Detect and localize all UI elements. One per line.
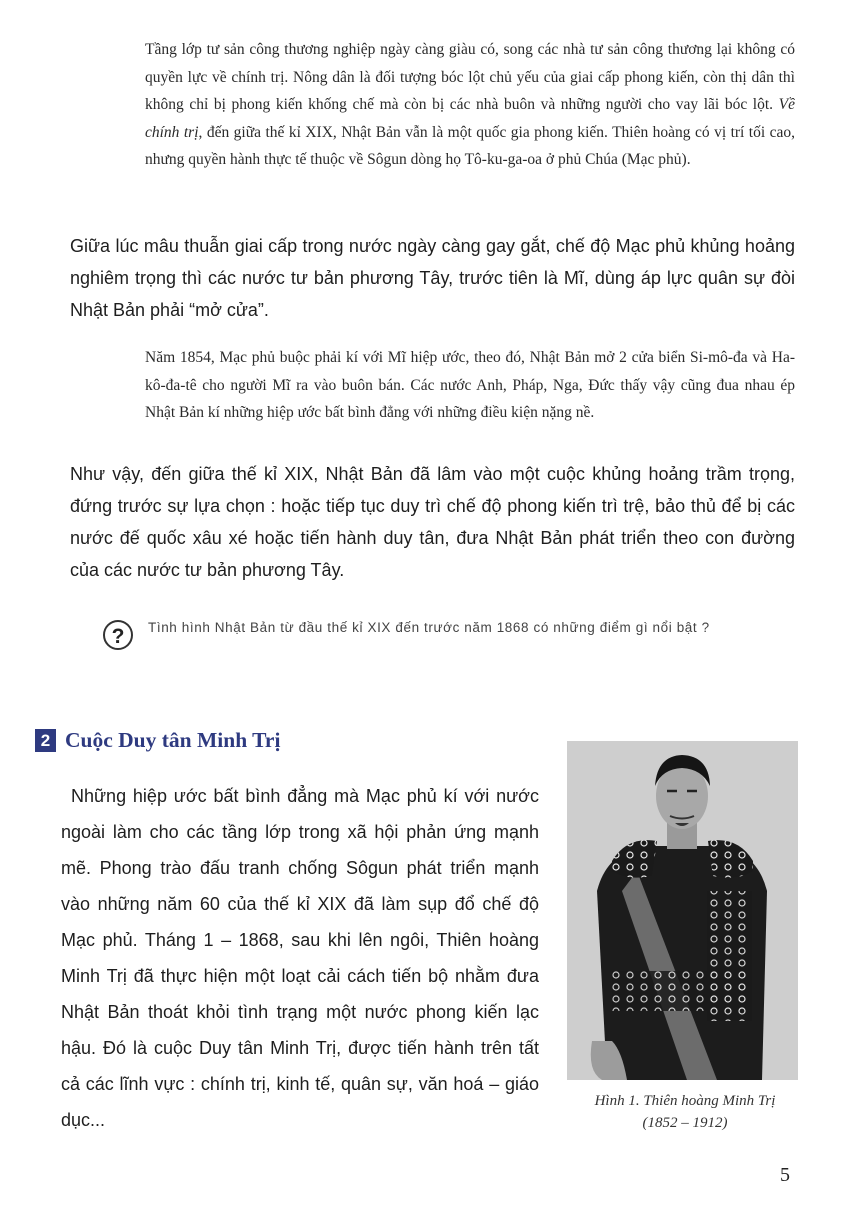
meiji-restoration-paragraph xyxy=(61,778,539,1138)
politics-text: , đến giữa thế kỉ XIX, Nhật Bản vẫn là một quốc gia phong kiến. Thiên hoàng có vị trí tối cao, nhưng quyền hành thực tế thuộc về Sôgun dòng họ Tô-ku-ga-oa ở phủ Chúa (Mạc phủ). xyxy=(145,123,795,168)
portrait-illustration xyxy=(567,741,798,1080)
review-question xyxy=(103,618,783,648)
section-title: Cuộc Duy tân Minh Trị xyxy=(65,728,281,752)
question-text: Tình hình Nhật Bản từ đầu thế kỉ XIX đến trước năm 1868 có những điểm gì nổi bật ? xyxy=(148,620,710,635)
economy-text: Tầng lớp tư sản công thương nghiệp ngày càng giàu có, song các nhà tư sản công thương lại không có quyền lực về chính trị. Nông dân là đối tượng bóc lột chủ yếu của giai cấp phong kiến, còn thị dân thì không chỉ bị phong kiến khống chế mà còn bị các nhà buôn và những người cho vay lãi bóc lột. xyxy=(145,41,795,113)
conclusion-text: Như vậy, đến giữa thế kỉ XIX, Nhật Bản đã lâm vào một cuộc khủng hoảng trầm trọng, đứng trước sự lựa chọn : hoặc tiếp tục duy trì chế độ phong kiến trì trệ, bảo thủ để bị các nước đế quốc xâu xé hoặc tiến hành duy tân, đưa Nhật Bản phát triển theo con đường của các nước tư bản phương Tây. xyxy=(70,464,795,580)
question-mark-icon: ? xyxy=(103,620,133,650)
conclusion-paragraph xyxy=(70,458,795,586)
page-number: 5 xyxy=(780,1164,790,1186)
section-number-badge: 2 xyxy=(35,729,56,752)
caption-years: (1852 – 1912) xyxy=(642,1115,728,1131)
figure-caption xyxy=(560,1090,810,1134)
economy-text-block xyxy=(145,36,795,174)
meiji-text: Những hiệp ước bất bình đẳng mà Mạc phủ kí với nước ngoài làm cho các tầng lớp trong xã hội phản ứng mạnh mẽ. Phong trào đấu tranh chống Sôgun phát triển mạnh vào những năm 60 của thế kỉ XIX đã làm sụp đổ chế độ Mạc phủ. Tháng 1 – 1868, sau khi lên ngôi, Thiên hoàng Minh Trị đã thực hiện một loạt cải cách tiến bộ nhằm đưa Nhật Bản thoát khỏi tình trạng một nước phong kiến lạc hậu. Đó là cuộc Duy tân Minh Trị, được tiến hành trên tất cả các lĩnh vực : chính trị, kinh tế, quân sự, văn hoá – giáo dục... xyxy=(61,786,539,1130)
treaty-text-block xyxy=(145,344,795,427)
crisis-paragraph xyxy=(70,230,795,326)
treaty-text: Năm 1854, Mạc phủ buộc phải kí với Mĩ hiệp ước, theo đó, Nhật Bản mở 2 cửa biển Si-mô-đa và Ha-kô-đa-tê cho người Mĩ ra vào buôn bán. Các nước Anh, Pháp, Nga, Đức thấy vậy cũng đua nhau ép Nhật Bản kí những hiệp ước bất bình đẳng với những điều kiện nặng nề. xyxy=(145,349,795,421)
emperor-meiji-portrait xyxy=(567,741,798,1080)
section-heading xyxy=(35,728,280,753)
politics-label: Về chính trị xyxy=(145,96,796,141)
caption-title: Hình 1. Thiên hoàng Minh Trị xyxy=(594,1093,776,1109)
crisis-text: Giữa lúc mâu thuẫn giai cấp trong nước ngày càng gay gắt, chế độ Mạc phủ khủng hoảng nghiêm trọng thì các nước tư bản phương Tây, trước tiên là Mĩ, dùng áp lực quân sự đòi Nhật Bản phải “mở cửa”. xyxy=(70,236,795,320)
